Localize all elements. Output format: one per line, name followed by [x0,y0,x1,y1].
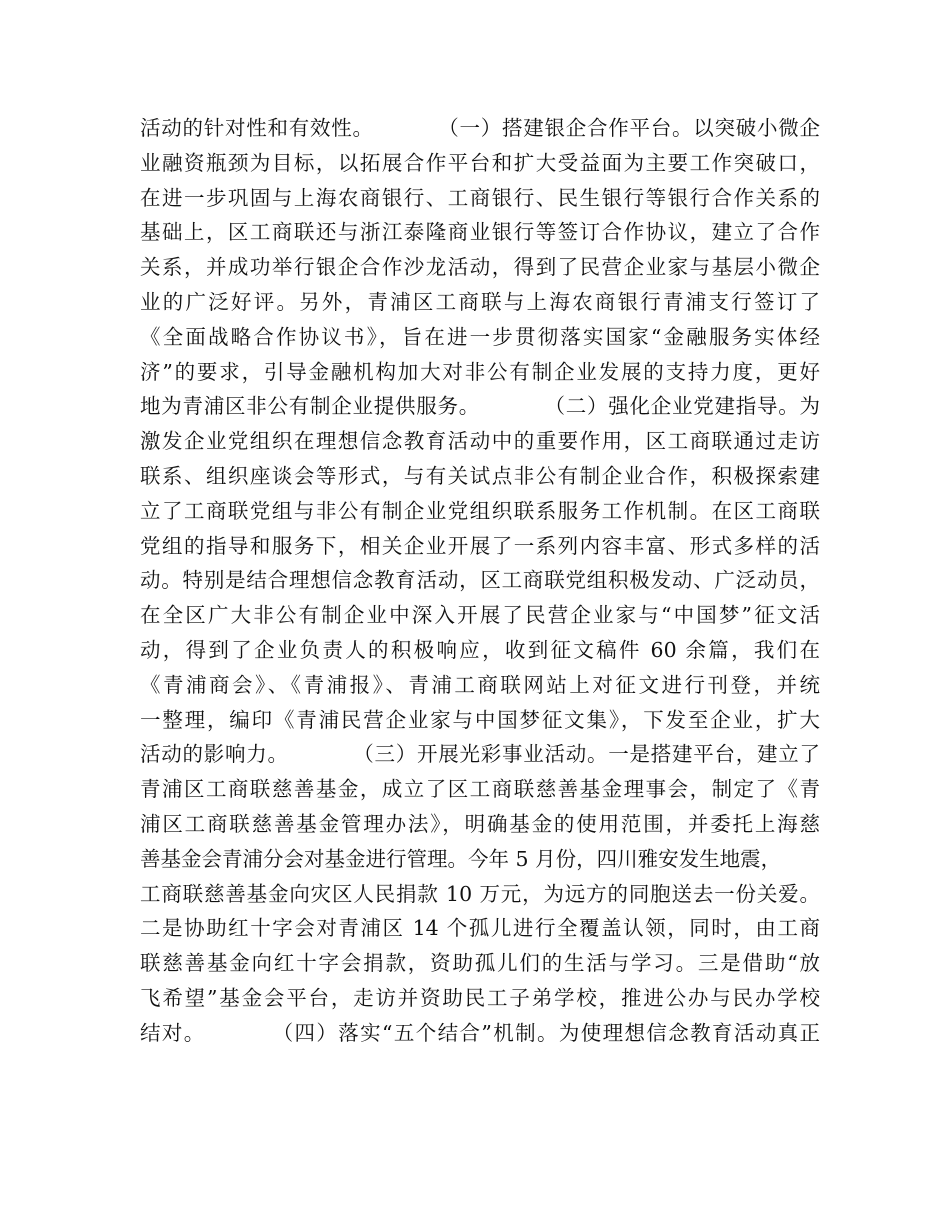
text-line: 基础上，区工商联还与浙江泰隆商业银行等签订合作协议，建立了合作 [140,220,820,245]
text-line: 党组的指导和服务下，相关企业开展了一系列内容丰富、形式多样的活 [140,533,820,558]
text-line: 活动的影响力。 （三）开展光彩事业活动。一是搭建平台，建立了 [140,742,820,767]
text-line: 地为青浦区非公有制企业提供服务。 （二）强化企业党建指导。为 [140,394,820,419]
text-line: 济”的要求，引导金融机构加大对非公有制企业发展的支持力度，更好 [140,359,820,384]
text-line: 立了工商联党组与非公有制企业党组织联系服务工作机制。在区工商联 [140,498,820,523]
text-line: 结对。 （四）落实“五个结合”机制。为使理想信念教育活动真正 [140,1020,820,1045]
text-line: 工商联慈善基金向灾区人民捐款 10 万元，为远方的同胞送去一份关爱。 [140,881,820,906]
text-line: 业的广泛好评。另外，青浦区工商联与上海农商银行青浦支行签订了 [140,289,820,314]
text-line: 《全面战略合作协议书》，旨在进一步贯彻落实国家“金融服务实体经 [140,324,820,349]
text-line: 浦区工商联慈善基金管理办法》，明确基金的使用范围，并委托上海慈 [140,811,820,836]
text-line: 善基金会青浦分会对基金进行管理。今年 5 月份，四川雅安发生地震， [140,846,782,871]
text-line: 动，得到了企业负责人的积极响应，收到征文稿件 60 余篇，我们在 [140,637,820,662]
text-line: 关系，并成功举行银企合作沙龙活动，得到了民营企业家与基层小微企 [140,255,820,280]
text-line: 飞希望”基金会平台，走访并资助民工子弟学校，推进公办与民办学校 [140,985,820,1010]
text-line: 联慈善基金向红十字会捐款，资助孤儿们的生活与学习。三是借助“放 [140,951,820,976]
text-line: 在进一步巩固与上海农商银行、工商银行、民生银行等银行合作关系的 [140,185,820,210]
text-line: 业融资瓶颈为目标，以拓展合作平台和扩大受益面为主要工作突破口， [140,150,820,175]
text-line: 激发企业党组织在理想信念教育活动中的重要作用，区工商联通过走访 [140,429,820,454]
text-line: 联系、组织座谈会等形式，与有关试点非公有制企业合作，积极探索建 [140,463,820,488]
text-line: 活动的针对性和有效性。 （一）搭建银企合作平台。以突破小微企 [140,116,820,140]
text-line: 《青浦商会》、《青浦报》、青浦工商联网站上对征文进行刊登，并统 [140,672,820,697]
text-line: 二是协助红十字会对青浦区 14 个孤儿进行全覆盖认领，同时，由工商 [140,916,820,941]
text-line: 动。特别是结合理想信念教育活动，区工商联党组积极发动、广泛动员， [140,568,820,593]
document-body [140,111,820,1051]
text-line: 一整理，编印《青浦民营企业家与中国梦征文集》，下发至企业，扩大 [140,707,820,732]
text-line: 青浦区工商联慈善基金，成立了区工商联慈善基金理事会，制定了《青 [140,777,820,802]
text-line: 在全区广大非公有制企业中深入开展了民营企业家与“中国梦”征文活 [140,603,820,628]
